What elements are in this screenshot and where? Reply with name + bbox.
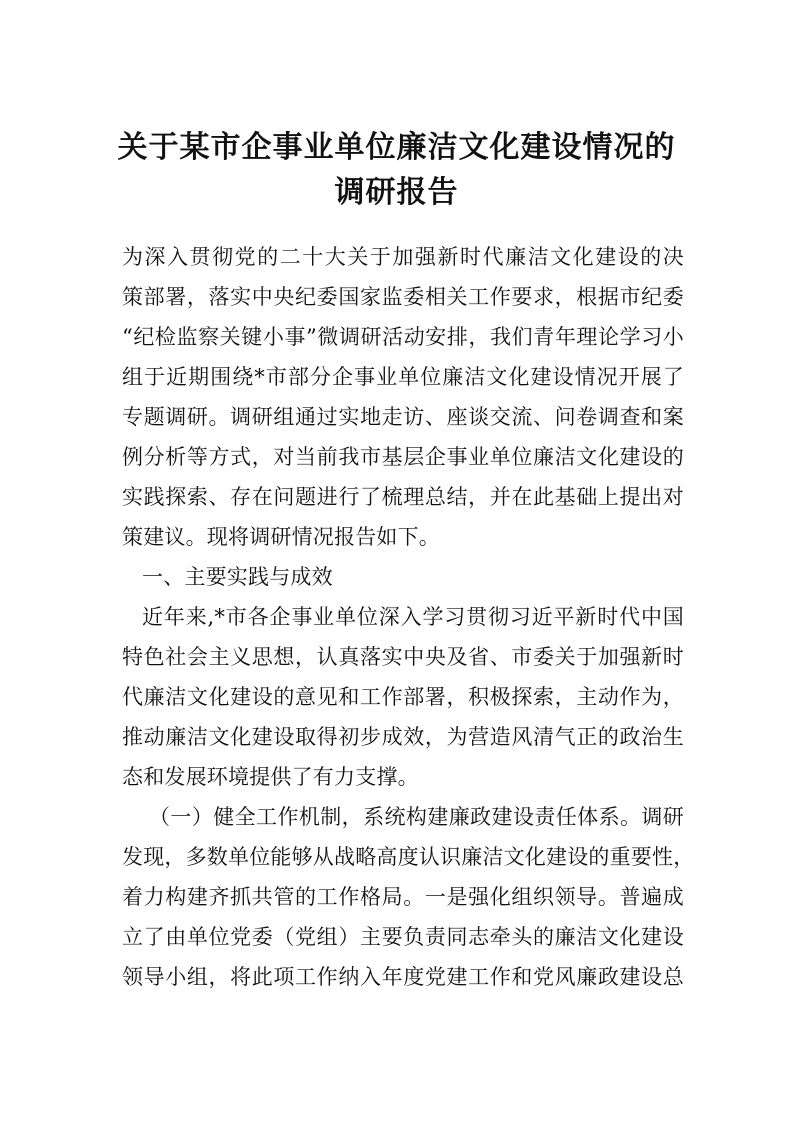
body-line: 为深入贯彻党的二十大关于加强新时代廉洁文化建设的决 xyxy=(122,245,684,269)
body-line: 专题调研。调研组通过实地走访、座谈交流、问卷调查和案 xyxy=(122,405,684,429)
body-line: 态和发展环境提供了有力支撑。 xyxy=(122,765,419,789)
section-heading: 一、主要实践与成效 xyxy=(142,565,333,589)
body-line: 策部署，落实中央纪委国家监委相关工作要求，根据市纪委 xyxy=(122,285,684,309)
body-line: 组于近期围绕*市部分企事业单位廉洁文化建设情况开展了 xyxy=(122,365,684,389)
body-line: 策建议。现将调研情况报告如下。 xyxy=(122,525,440,549)
body-line: 代廉洁文化建设的意见和工作部署，积极探索，主动作为， xyxy=(122,685,684,709)
body-line: 发现，多数单位能够从战略高度认识廉洁文化建设的重要性， xyxy=(122,845,695,869)
body-line: 推动廉洁文化建设取得初步成效，为营造风清气正的政治生 xyxy=(122,725,684,749)
body-line: 立了由单位党委（党组）主要负责同志牵头的廉洁文化建设 xyxy=(122,925,684,949)
document-title-line-1: 关于某市企事业单位廉洁文化建设情况的 xyxy=(117,130,676,165)
body-line: 例分析等方式，对当前我市基层企事业单位廉洁文化建设的 xyxy=(122,445,684,469)
body-line: 着力构建齐抓共管的工作格局。一是强化组织领导。普遍成 xyxy=(122,885,684,909)
body-line: 近年来,*市各企事业单位深入学习贯彻习近平新时代中国 xyxy=(142,605,684,629)
body-line: “纪检监察关键小事”微调研活动安排，我们青年理论学习小 xyxy=(122,325,684,349)
body-line: 领导小组，将此项工作纳入年度党建工作和党风廉政建设总 xyxy=(122,965,684,989)
subsection-heading-line: （一）健全工作机制，系统构建廉政建设责任体系。调研 xyxy=(149,805,684,829)
document-title-line-2: 调研报告 xyxy=(334,175,459,210)
body-line: 特色社会主义思想，认真落实中央及省、市委关于加强新时 xyxy=(122,645,684,669)
body-line: 实践探索、存在问题进行了梳理总结，并在此基础上提出对 xyxy=(122,485,684,509)
